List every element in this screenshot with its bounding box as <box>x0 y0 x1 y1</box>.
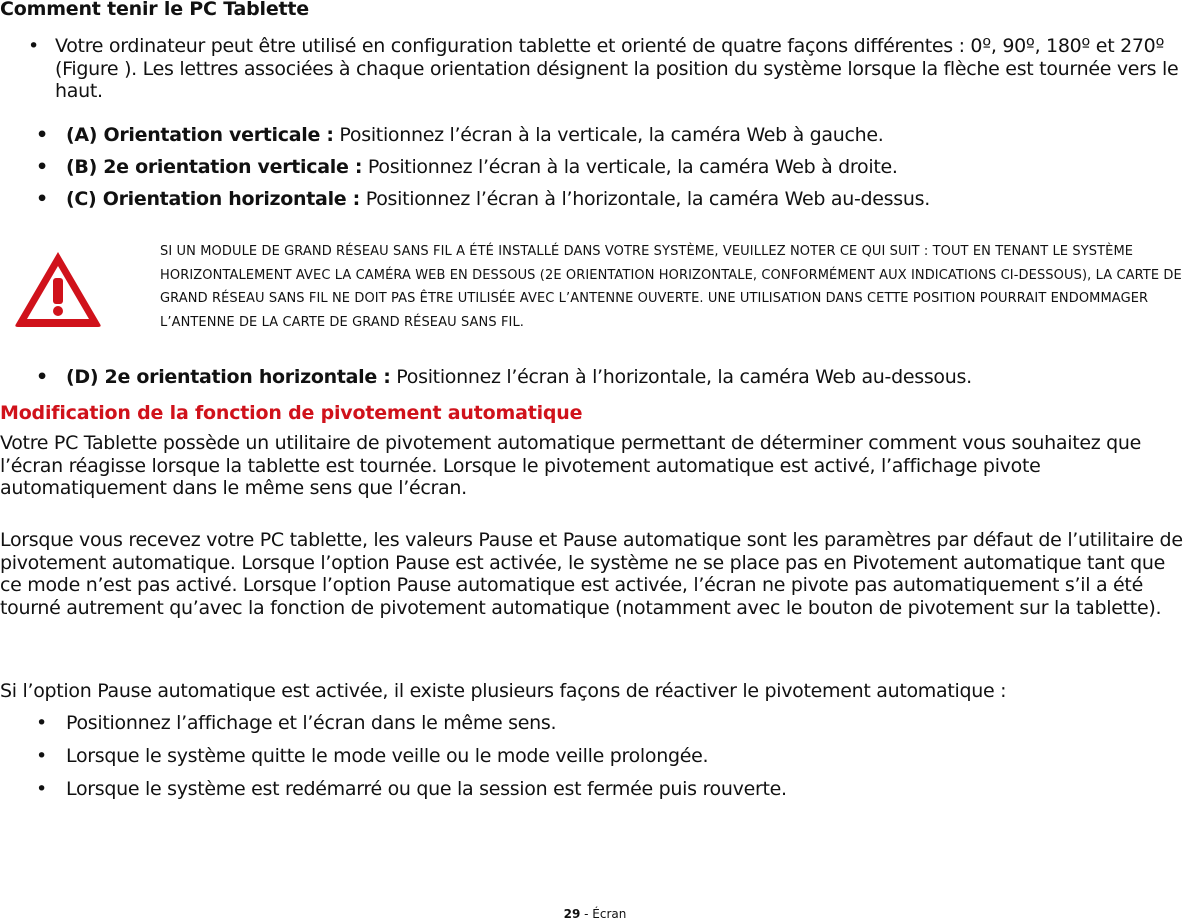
bullet-dot: • <box>36 124 48 146</box>
section-heading: Modification de la fonction de pivotement automatique <box>0 402 583 424</box>
bullet-dot: • <box>36 712 47 734</box>
orientation-text: Positionnez l’écran à la verticale, la caméra Web à gauche. <box>333 124 884 146</box>
orientation-text: Positionnez l’écran à l’horizontale, la caméra Web au-dessous. <box>390 366 972 388</box>
warning-text: SI UN MODULE DE GRAND RÉSEAU SANS FIL A ÉTÉ INSTALLÉ DANS VOTRE SYSTÈME, VEUILLEZ NOTER CE QUI SUIT : TOUT EN TENANT LE SYSTÈME HORIZONTALEMENT AVEC LA CAMÉRA WEB EN DESSOUS (2E ORIENTATION HORIZONTALE, CONFORMÉMENT AUX INDICATIONS CI-DESSOUS), LA CARTE DE GRAND RÉSEAU SANS FIL NE DOIT PAS ÊTRE UTILISÉE AVEC L’ANTENNE OUVERTE. UNE UTILISATION DANS CETTE POSITION POURRAIT ENDOMMAGER L’ANTENNE DE LA CARTE DE GRAND RÉSEAU SANS FIL. <box>160 244 1182 330</box>
footer-separator: - <box>580 907 593 921</box>
intro-bullet-text: Votre ordinateur peut être utilisé en configuration tablette et orienté de quatre façons différentes : 0º, 90º, 180º et 270º (Figure ). Les lettres associées à chaque orientation désignent la position du système lorsque la flèche est tournée vers le haut. <box>55 35 1179 102</box>
page-heading: Comment tenir le PC Tablette <box>0 0 309 20</box>
orientation-label: (B) 2e orientation verticale : <box>66 156 363 178</box>
page-number: 29 <box>563 907 581 921</box>
bullet-dot: • <box>28 35 39 57</box>
section-paragraph-1: Votre PC Tablette possède un utilitaire de pivotement automatique permettant de déterminer comment vous souhaitez que l’écran réagisse lorsque la tablette est tournée. Lorsque le pivotement automatique est activé, l’affichage pivote automatiquement dans le même sens que l’écran. <box>0 432 1142 499</box>
section-paragraph-3: Si l’option Pause automatique est activée, il existe plusieurs façons de réactiver le pivotement automatique : <box>0 680 1007 702</box>
orientation-label: (C) Orientation horizontale : <box>66 188 360 210</box>
chapter-name: Écran <box>592 907 627 921</box>
bullet-dot: • <box>36 156 48 178</box>
warning-triangle-icon <box>12 248 104 330</box>
bullet-dot: • <box>36 778 47 800</box>
orientation-text: Positionnez l’écran à la verticale, la caméra Web à droite. <box>362 156 898 178</box>
section-paragraph-2: Lorsque vous recevez votre PC tablette, les valeurs Pause et Pause automatique sont les paramètres par défaut de l’utilitaire de pivotement automatique. Lorsque l’option Pause est activée, le système ne se place pas en Pivotement automatique tant que ce mode n’est pas activé. Lorsque l’option Pause automatique est activée, l’écran ne pivote pas automatiquement s’il a été tourné autrement qu’avec la fonction de pivotement automatique (notamment avec le bouton de pivotement sur la tablette). <box>0 529 1183 619</box>
bullet-dot: • <box>36 188 48 210</box>
orientation-label: (A) Orientation verticale : <box>66 124 334 146</box>
bullet-dot: • <box>36 745 47 767</box>
orientation-label: (D) 2e orientation horizontale : <box>66 366 391 388</box>
bullet-dot: • <box>36 366 48 388</box>
page-footer <box>0 907 1190 921</box>
document-page: Comment tenir le PC Tablette • Votre ordinateur peut être utilisé en configuration tablette et orienté de quatre façons différentes : 0º, 90º, 180º et 270º (Figure ). Les lettres associées à chaque orientation désignent la position du système lorsque la flèche est tournée vers le haut. • (A) Orientation verticale : Positionnez l’écran à la verticale, la caméra Web à gauche. • (B) 2e orientation verticale : Positionnez l’écran à la verticale, la caméra Web à droite. • (C) Orientation horizontale : Positionnez l’écran à l’horizontale, la caméra Web au-dessus. SI UN MODULE DE GRAND RÉSEAU SANS FIL A ÉTÉ INSTALLÉ DANS VOTRE SYSTÈME, VEUILLEZ NOTER CE QUI SUIT : TOUT EN TENANT LE SYSTÈME HORIZONTALEMENT AVEC LA CAMÉRA WEB EN DESSOUS (2E ORIENTATION HORIZONTALE, CONFORMÉMENT AUX INDICATIONS CI-DESSOUS), LA CARTE DE GRAND RÉSEAU SANS FIL NE DOIT PAS ÊTRE UTILISÉE AVEC L’ANTENNE OUVERTE. UNE UTILISATION DANS CETTE POSITION POURRAIT ENDOMMAGER L’ANTENNE DE LA CARTE DE GRAND RÉSEAU SANS FIL. • (D) 2e orientation horizontale : Positionnez l’écran à l’horizontale, la caméra Web au-dessous. Modification de la fonction de pivotement automatique Votre PC Tablette possède un utilitaire de pivotement automatique permettant de déterminer comment vous souhaitez que l’écran réagisse lorsque la tablette est tournée. Lorsque le pivotement automatique est activé, l’affichage pivote automatiquement dans le même sens que l’écran. Lorsque vous recevez votre PC tablette, les valeurs Pause et Pause automatique sont les paramètres par défaut de l’utilitaire de pivotement automatique. Lorsque l’option Pause est activée, le système ne se place pas en Pivotement automatique tant que ce mode n’est pas activé. Lorsque l’option Pause automatique est activée, l’écran ne pivote pas automatiquement s’il a été tourné autrement qu’avec la fonction de pivotement automatique (notamment avec le bouton de pivotement sur la tablette). Si l’option Pause automatique est activée, il existe plusieurs façons de réactiver le pivotement automatique : • Positionnez l’affichage et l’écran dans le même sens. • Lorsque le système quitte le mode veille ou le mode veille prolongée. • Lorsque le système est redémarré ou que la session est fermée puis rouverte. 29 - Écran <box>0 0 1190 924</box>
orientation-text: Positionnez l’écran à l’horizontale, la caméra Web au-dessus. <box>359 188 930 210</box>
